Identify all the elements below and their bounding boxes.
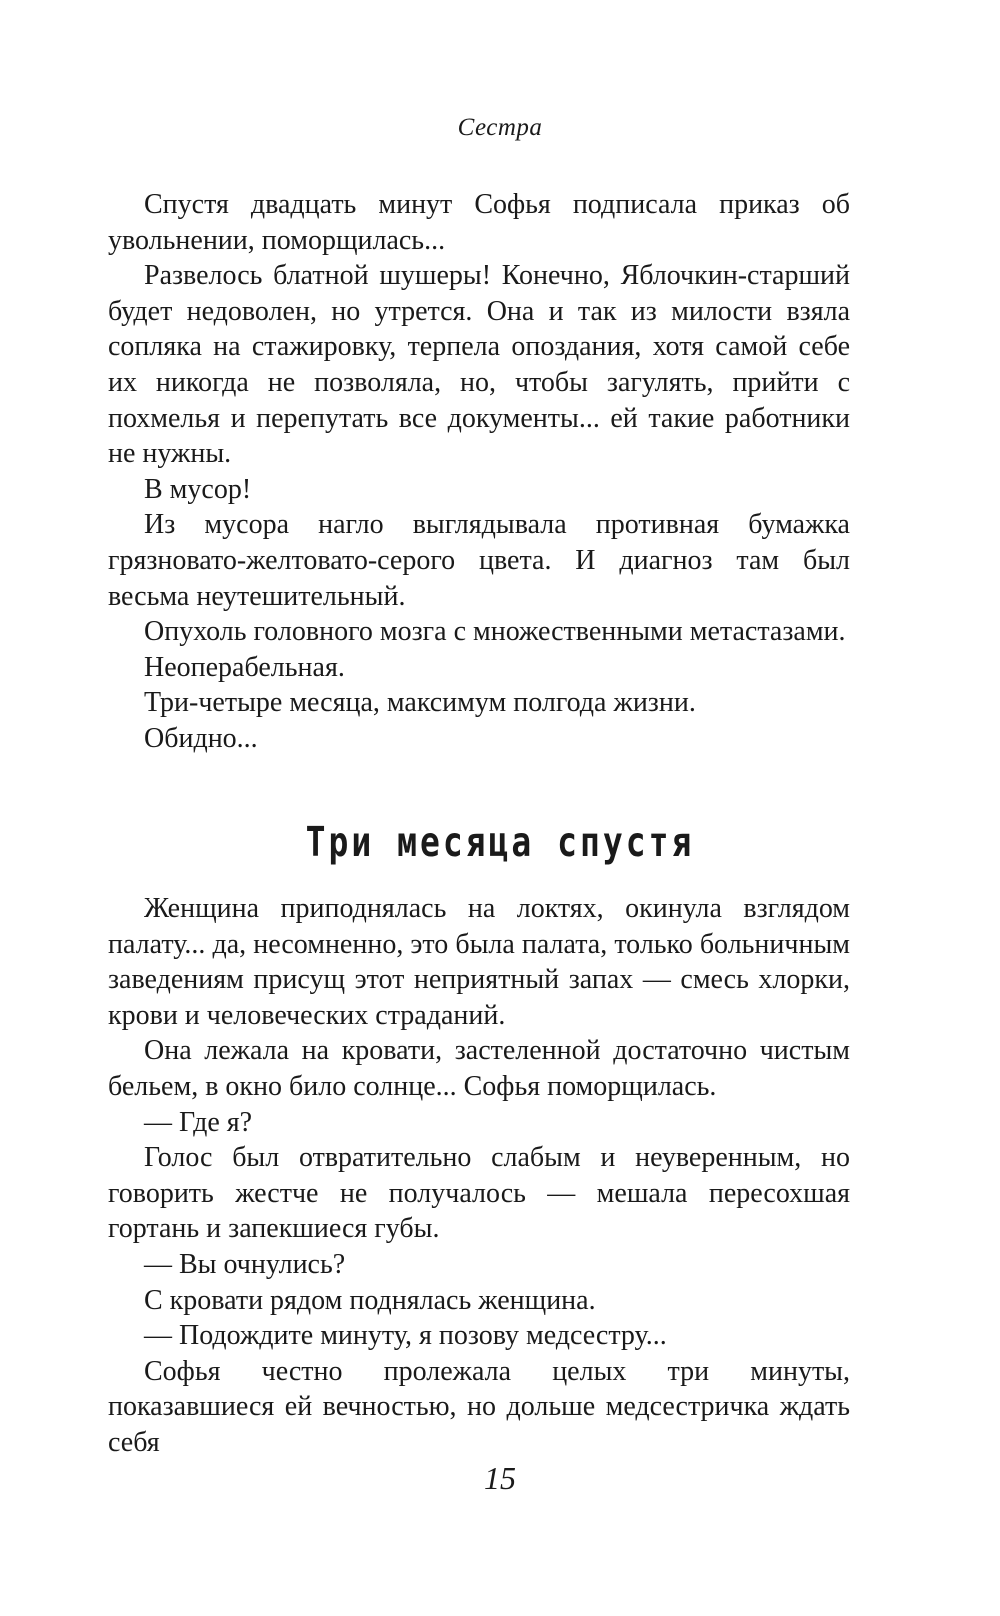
paragraph: Неоперабельная. xyxy=(144,651,345,683)
paragraph: Три-четыре месяца, максимум полгода жизни. xyxy=(144,687,696,719)
paragraph: — Где я? xyxy=(144,1106,253,1138)
paragraph: Женщина приподнялась на локтях, окинула взглядом палату... да, несомненно, это была палата, только больничным заведениям присущ этот неприятный запах — смесь хлорки, крови и человеческих страданий. xyxy=(108,893,850,1031)
paragraph: Голос был отвратительно слабым и неуверенным, но говорить жестче не получалось — мешала пересохшая гортань и запекшиеся губы. xyxy=(108,1142,850,1245)
paragraph: Она лежала на кровати, застеленной достаточно чистым бельем, в окно било солнце... Софья поморщилась. xyxy=(108,1035,850,1102)
paragraph: Софья честно пролежала целых три минуты, показавшиеся ей вечностью, но дольше медсестричка ждать себя xyxy=(108,1355,850,1458)
paragraph: — Подождите минуту, я позову медсестру... xyxy=(144,1320,667,1352)
body-text-block-two xyxy=(108,891,850,1461)
paragraph: Опухоль головного мозга с множественными метастазами. xyxy=(144,616,846,648)
page-number: 15 xyxy=(484,1460,516,1496)
section-heading: Три месяца спустя xyxy=(305,817,695,866)
paragraph: Развелось блатной шушеры! Конечно, Яблочкин-старший будет недоволен, но утрется. Она и так из милости взяла сопляка на стажировку, терпела опоздания, хотя самой себе их никогда не позволяла, но, чтобы загулять, прийти с похмелья и перепутать все документы... ей такие работники не нужны. xyxy=(108,260,850,470)
paragraph: В мусор! xyxy=(144,473,252,505)
running-head: Сестра xyxy=(457,114,543,141)
paragraph: Из мусора нагло выглядывала противная бумажка грязновато-желтовато-серого цвета. И диагноз там был весьма неутешительный. xyxy=(108,509,850,612)
paragraph: Спустя двадцать минут Софья подписала приказ об увольнении, поморщилась... xyxy=(108,189,850,256)
paragraph: Обидно... xyxy=(144,722,258,754)
paragraph: С кровати рядом поднялась женщина. xyxy=(144,1284,596,1316)
paragraph: — Вы очнулись? xyxy=(144,1248,346,1280)
body-text-block-one xyxy=(108,187,850,757)
